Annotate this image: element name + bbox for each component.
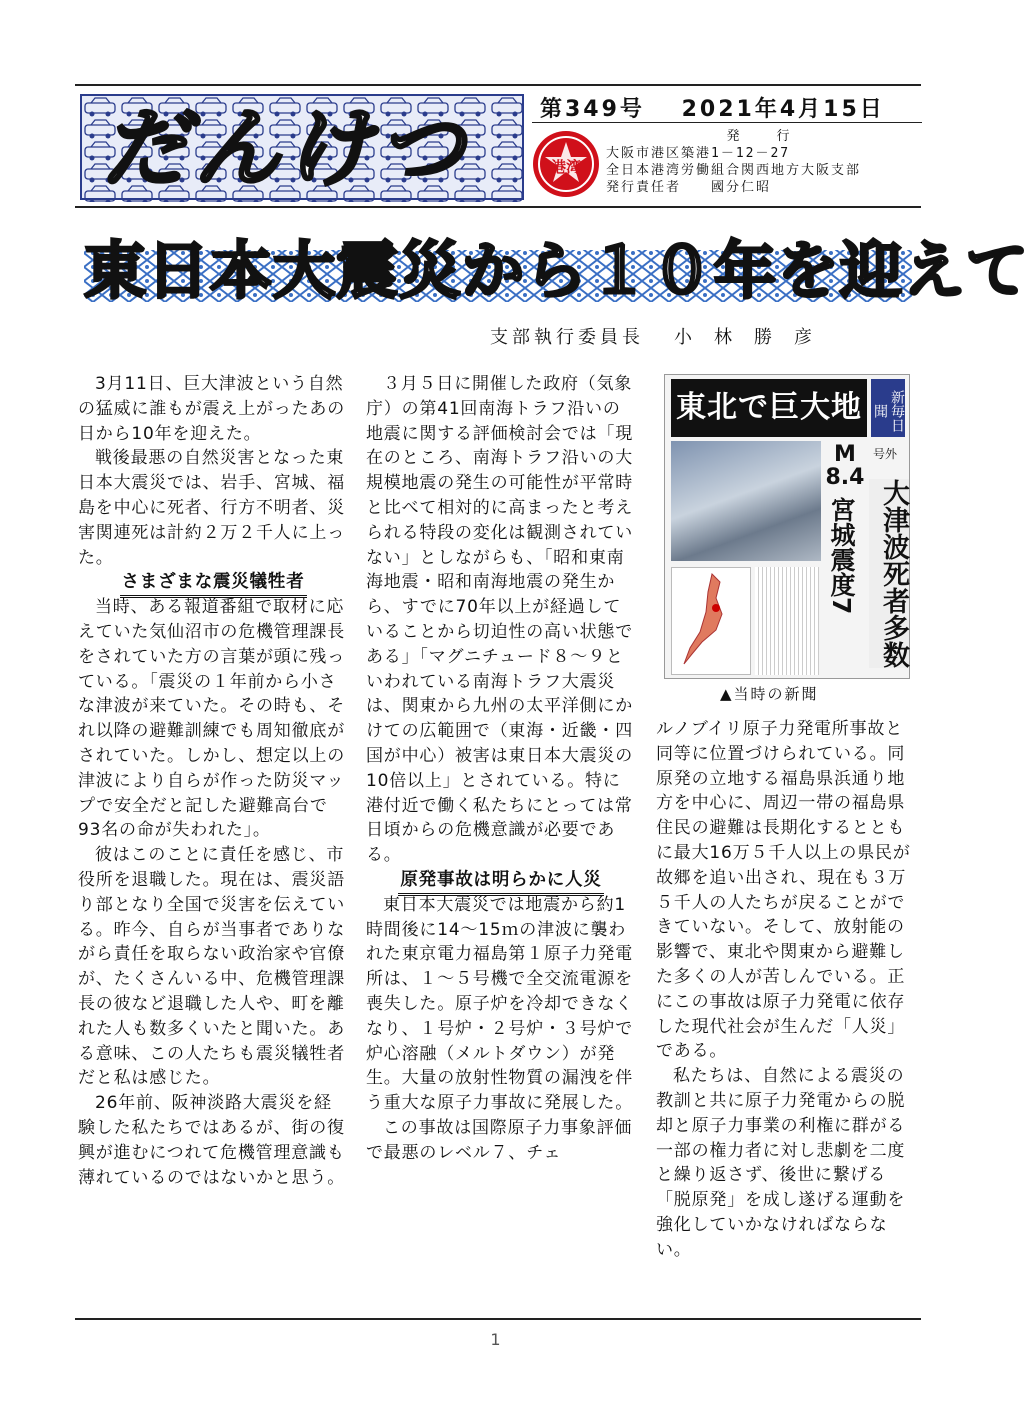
bottom-rule — [75, 1318, 921, 1320]
article-column-1 — [78, 372, 348, 1190]
main-headline: 東日本大震災から１０年を迎えて — [84, 234, 1029, 307]
paragraph: 当時、ある報道番組で取材に応えていた気仙沼市の危機管理課長をされていた方の言葉が頭に残っている。「震災の１年前から小さな津波が来ていた。その時も、それ以降の避難訓練でも周知徹底がされていた。しかし、想定以上の津波により自らが作った防災マップで安全だと記した避難高台で93名の命が失われた」。 — [78, 597, 345, 841]
photo-map — [671, 567, 751, 675]
photo-caption: ▲当時の新聞 — [720, 685, 819, 703]
author-role: 支部執行委員長 — [490, 327, 644, 348]
publisher-address: 大阪市港区築港1－12－27 — [606, 146, 791, 161]
publisher-organization: 全日本港湾労働組合関西地方大阪支部 — [606, 163, 862, 178]
photo-tsunami-text: 大津波死者多数 — [869, 479, 909, 668]
issue-line — [540, 92, 920, 123]
paragraph: 彼はこのことに責任を感じ、市役所を退職した。現在は、震災語り部となり全国で災害を伝えている。昨今、自らが当事者でありながら責任を取らない政治家や官僚が、たくさんいる中、危機管理課長の彼など退職した人や、町を離れた人も数多くいたと聞いた。ある意味、この人たちも震災犠牲者だと私は感じた。 — [78, 845, 345, 1089]
japan-map-icon — [672, 568, 750, 674]
paragraph: 戦後最悪の自然災害となった東日本大震災では、岩手、宮城、福島を中心に死者、行方不明者、災害関連死は計約２万２千人に上った。 — [78, 448, 345, 568]
photo-banner: 東北で巨大地 — [671, 379, 867, 437]
publisher-label: 発 行 — [726, 129, 802, 144]
article-column-3 — [656, 717, 920, 1263]
publisher-editor: 発行責任者 國分仁昭 — [606, 180, 772, 195]
subheading-text: さまざまな震災犠牲者 — [120, 572, 307, 598]
paragraph: この事故は国際原子力事象評価で最悪のレベル７、チェ — [366, 1117, 633, 1163]
photo-image — [671, 441, 821, 561]
paragraph: 私たちは、自然による震災の教訓と共に原子力発電からの脱却と原子力事業の利権に群がる一部の権力者に対し悲劇を二度と繰り返さず、後世に繋げる「脱原発」を成し遂げる運動を強化していかなければならない。 — [656, 1066, 906, 1260]
issue-rule — [532, 122, 922, 123]
seal-text: 港湾 — [550, 158, 582, 176]
byline — [490, 323, 834, 349]
page-number: 1 — [490, 1330, 501, 1349]
subheading — [366, 868, 636, 893]
photo-magnitude: M8.4 — [825, 442, 865, 490]
author-name: 小林勝彦 — [674, 327, 834, 348]
newspaper-photo — [664, 374, 910, 679]
paragraph: 26年前、阪神淡路大震災を経験した私たちではあるが、街の復興が進むにつれて危機管理意識も薄れているのではないかと思う。 — [78, 1093, 345, 1188]
paragraph: 3月11日、巨大津波という自然の猛威に誰もが震え上がったあの日から10年を迎えた。 — [78, 374, 345, 444]
headline-band — [84, 232, 1029, 310]
paragraph: ルノブイリ原子力発電所事故と同等に位置づけられている。同原発の立地する福島県浜通り地方を中心に、周辺一帯の福島県住民の避難は長期化するとともに最大16万５千人以上の県民が故郷を追い出され、現在も３万５千人の人たちが戻ることができていない。そして、放射能の影響で、東北や関東から避難した多くの人が苦しんでいる。正にこの事故は原子力発電に依存した現代社会が生んだ「人災」である。 — [656, 719, 911, 1062]
union-seal-icon — [530, 128, 602, 200]
photo-extra-label: 号外 — [873, 447, 898, 461]
paragraph: 東日本大震災では地震から約1時間後に14～15ｍの津波に襲われた東京電力福島第１原子力発電所は、１～５号機で全交流電源を喪失した。原子炉を冷却できなくなり、１号炉・２号炉・３号炉で炉心溶融（メルトダウン）が発生。大量の放射性物質の漏洩を伴う重大な原子力事故に発展した。 — [366, 894, 633, 1114]
subheading — [78, 570, 348, 595]
newsletter-title: だんけつ — [102, 99, 470, 199]
photo-paper-name: 新毎日聞 — [871, 379, 905, 437]
masthead-logo — [80, 94, 524, 200]
paragraph: ３月５日に開催した政府（気象庁）の第41回南海トラフ沿いの地震に関する評価検討会では「現在のところ、南海トラフ沿いの大規模地震の発生の可能性が平常時と比べて相対的に高まったと考えられる特段の変化は観測されていない」としながらも、「昭和東南海地震・昭和南海地震の発生から、すでに70年以上が経過していることから切迫性の高い状態である」「マグニチュード８～９といわれている南海トラフ大震災は、関東から九州の太平洋側にかけての広範囲で（東海・近畿・四国が中心）被害は東日本大震災の10倍以上」とされている。特に港付近で働く私たちにとっては常日頃からの危機意識が必要である。 — [366, 374, 633, 866]
subheading-text: 原発事故は明らかに人災 — [398, 870, 603, 896]
masthead-bottom-rule — [75, 206, 921, 208]
issue-number: 第349号 — [540, 97, 645, 122]
photo-article-text — [755, 567, 819, 675]
top-rule — [75, 84, 921, 86]
issue-date: 2021年4月15日 — [681, 97, 885, 122]
article-column-2 — [366, 372, 636, 1166]
photo-quake-text: 宮城震度7 — [827, 497, 856, 615]
publisher-block — [606, 128, 922, 196]
